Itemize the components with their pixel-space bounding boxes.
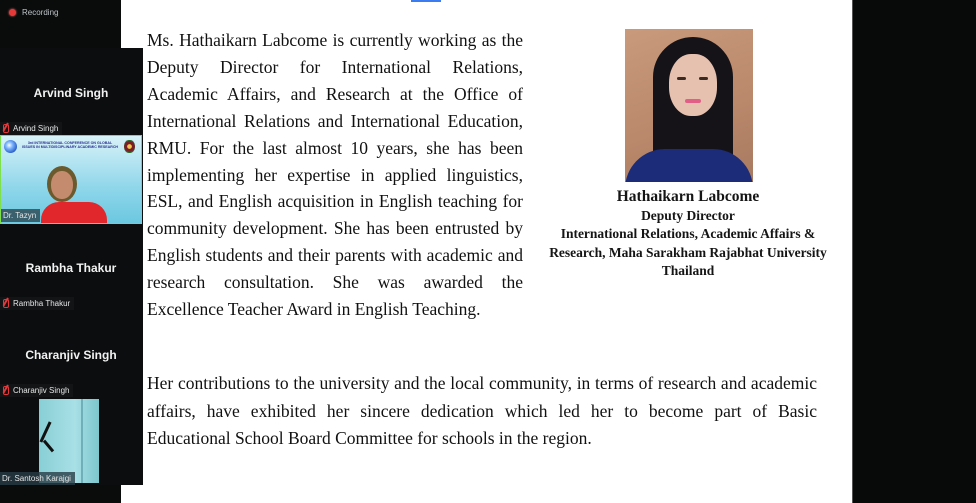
university-emblem-logo (124, 140, 135, 153)
photo-eye (677, 77, 686, 80)
participant-tag-label: Rambha Thakur (13, 299, 71, 308)
speaker-country: Thailand (661, 262, 715, 278)
speaker-title: Deputy Director (641, 208, 735, 223)
photo-face (669, 54, 717, 116)
video-object (43, 440, 54, 453)
participant-display-name: Rambha Thakur (25, 261, 117, 275)
speaker-caption (538, 187, 838, 280)
speaker-department-line-1: International Relations, Academic Affairs & (560, 226, 816, 242)
recording-label: Recording (22, 8, 59, 17)
right-panel-background (852, 0, 976, 503)
participant-name-tag-dr-santosh-karajgi (0, 472, 75, 485)
bio-paragraph-2: Her contributions to the university and the local community, in terms of research and academic affairs, have exhibited her sincere dedication which led her to become part of Basic Educational School Board Committee for schools in the region. (147, 373, 817, 448)
recording-dot-icon (9, 9, 16, 16)
participant-name-tag (1, 209, 40, 222)
conference-globe-logo (4, 140, 17, 153)
conference-banner: 3rd INTERNATIONAL CONFERENCE ON GLOBAL ISSUES IN MULTIDISCIPLINARY ACADEMIC RESEARCH (21, 141, 119, 150)
participant-tile-dr-tazyn[interactable] (0, 135, 142, 224)
participant-display-name: Arvind Singh (33, 86, 109, 100)
participant-tag-label: Arvind Singh (13, 124, 59, 133)
photo-lips (685, 99, 701, 103)
speaker-photo (625, 29, 753, 182)
recording-indicator[interactable] (9, 8, 58, 17)
video-person-body (41, 202, 107, 224)
participant-name-tag (0, 384, 73, 397)
bio-paragraph-1: Ms. Hathaikarn Labcome is currently working as the Deputy Director for International Relations, Academic Affairs, and Research at the Office of International Relations and International Education, RMU. For the last almost 10 years, she has been implementing her expertise in applied linguistics, ESL, and English acquisition in English teaching for community development. She has been entrusted by English students and their parents with academic and research consultation. She was awarded the Excellence Teacher Award in English Teaching. (147, 30, 523, 320)
video-person-face (51, 171, 73, 199)
participant-tag-label: Dr. Santosh Karajgi (2, 474, 71, 483)
participant-name-tag (0, 297, 74, 310)
speaker-name: Hathaikarn Labcome (616, 188, 760, 205)
participant-tile-arvind-singh[interactable] (0, 48, 142, 134)
participant-tile-charanjiv-singh[interactable] (0, 311, 142, 397)
participant-tag-label: Charanjiv Singh (13, 386, 70, 395)
participant-display-name: Charanjiv Singh (25, 348, 117, 362)
photo-eye (699, 77, 708, 80)
slide-top-marker (411, 0, 441, 2)
speaker-department-line-2: Research, Maha Sarakham Rajabhat University (549, 244, 827, 260)
participant-tile-rambha-thakur[interactable] (0, 224, 142, 310)
participant-tag-label: Dr. Tazyn (3, 211, 37, 220)
participant-video-dr-santosh-karajgi[interactable] (39, 399, 99, 483)
photo-shirt (625, 149, 753, 182)
video-wall-edge (81, 399, 83, 483)
participant-name-tag (0, 122, 62, 135)
